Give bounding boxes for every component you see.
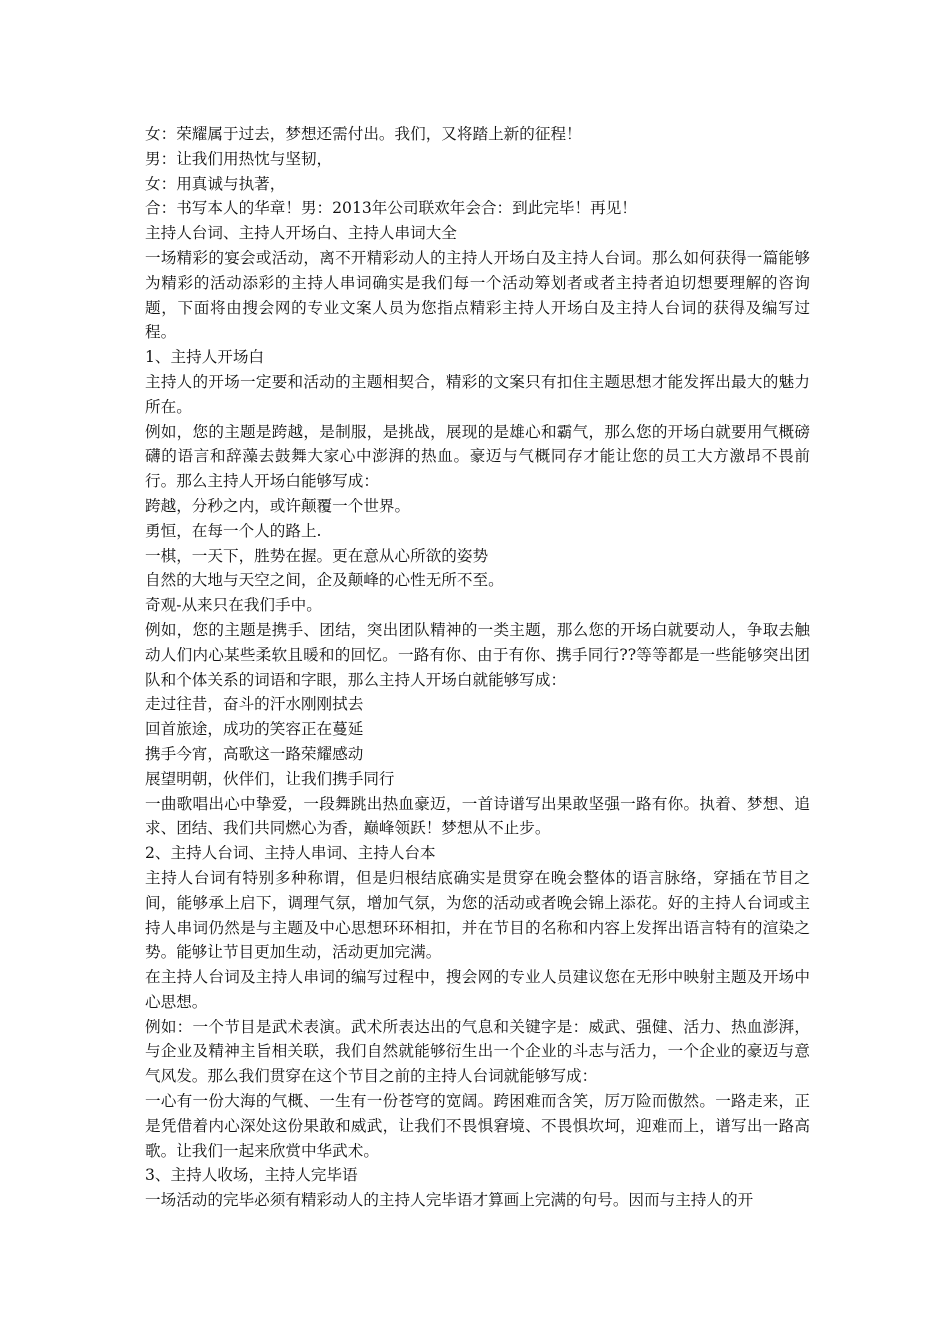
dialogue-line-female: 女：荣耀属于过去，梦想还需付出。我们，又将踏上新的征程！	[145, 125, 582, 143]
paragraph: 例如，您的主题是跨越，是制服，是挑战，展现的是雄心和霸气，那么您的开场白就要用气概磅礴的语言和辞藻去鼓舞大家心中澎湃的热血。豪迈与气概同存才能让您的员工大方激昂不畏前行。那么主持人开场白能够写成：	[145, 422, 810, 491]
paragraph: 主持人的开场一定要和活动的主题相契合，精彩的文案只有扣住主题思想才能发挥出最大的魅力所在。	[145, 372, 810, 416]
verse-line: 走过往昔，奋斗的汗水刚刚拭去	[145, 695, 364, 714]
verse-line: 跨越，分秒之内，或许颠覆一个世界。	[145, 496, 411, 515]
paragraph: 主持人台词有特别多种称谓，但是归根结底确实是贯穿在晚会整体的语言脉络，穿插在节目之间，能够承上启下，调理气氛，增加气氛，为您的活动或者晚会锦上添花。好的主持人台词或主持人串词仍然是与主题及中心思想环环相扣，并在节目的名称和内容上发挥出语言特有的渲染之势。能够让节目更加生动，活动更加完满。	[145, 868, 810, 962]
verse-line: 勇恒，在每一个人的路上.	[145, 521, 322, 540]
paragraph: 在主持人台词及主持人串词的编写过程中，搜会网的专业人员建议您在无形中映射主题及开场中心思想。	[145, 968, 810, 1011]
verse-line: 回首旅途，成功的笑容正在蔓延	[145, 720, 364, 739]
paragraph: 例如，您的主题是携手、团结，突出团队精神的一类主题，那么您的开场白就要动人，争取去触动人们内心某些柔软且暖和的回忆。一路有你、由于有你、携手同行??等等都是一些能够突出团队和个体关系的词语和字眼，那么主持人开场白就能够写成：	[145, 620, 810, 689]
dialogue-line-female-2: 女：用真诚与执著，	[145, 174, 286, 193]
verse-line: 奇观-从来只在我们手中。	[145, 596, 322, 615]
verse-line: 自然的大地与天空之间，企及颠峰的心性无所不至。	[145, 571, 504, 590]
verse-line: 一棋，一天下，胜势在握。更在意从心所欲的姿势	[145, 546, 489, 565]
dialogue-line-closing: 合：书写本人的华章！男：2013年公司联欢年会合：到此完毕！再见！	[145, 199, 637, 218]
verse-line: 携手今宵，高歌这一路荣耀感动	[145, 744, 364, 763]
intro-paragraph: 一场精彩的宴会或活动，离不开精彩动人的主持人开场白及主持人台词。那么如何获得一篇能够为精彩的活动添彩的主持人串词确实是我们每一个活动筹划者或者主持者迫切想要理解的咨询题，下面将由搜会网的专业文案人员为您指点精彩主持人开场白及主持人台词的获得及编写过程。	[145, 248, 810, 342]
paragraph: 一场活动的完毕必须有精彩动人的主持人完毕语才算画上完满的句号。因而与主持人的开	[145, 1191, 754, 1210]
heading-host-lines: 2、主持人台词、主持人串词、主持人台本	[145, 844, 436, 863]
heading-closing: 3、主持人收场，主持人完毕语	[145, 1166, 358, 1185]
verse-line: 展望明朝，伙伴们，让我们携手同行	[145, 769, 395, 788]
section-title: 主持人台词、主持人开场白、主持人串词大全	[145, 224, 457, 243]
paragraph: 一心有一份大海的气概、一生有一份苍穹的宽阔。跨困难而含笑，厉万险而傲然。一路走来，正是凭借着内心深处这份果敢和威武，让我们不畏惧窘境、不畏惧坎坷，迎难而上，谱写出一路高歌。让我们一起来欣赏中华武术。	[145, 1092, 810, 1160]
paragraph: 例如：一个节目是武术表演。武术所表达出的气息和关键字是：威武、强健、活力、热血澎湃，与企业及精神主旨相关联，我们自然就能够衍生出一个企业的斗志与活力，一个企业的豪迈与意气风发。那么我们贯穿在这个节目之前的主持人台词就能够写成：	[145, 1017, 810, 1086]
paragraph: 一曲歌唱出心中挚爱，一段舞跳出热血豪迈，一首诗谱写出果敢坚强一路有你。执着、梦想、追求、团结、我们共同燃心为香，巅峰领跃！梦想从不止步。	[145, 794, 810, 838]
document-body	[145, 122, 810, 1213]
heading-opening: 1、主持人开场白	[145, 348, 265, 367]
dialogue-line-male: 男：让我们用热忱与坚韧，	[145, 149, 333, 168]
